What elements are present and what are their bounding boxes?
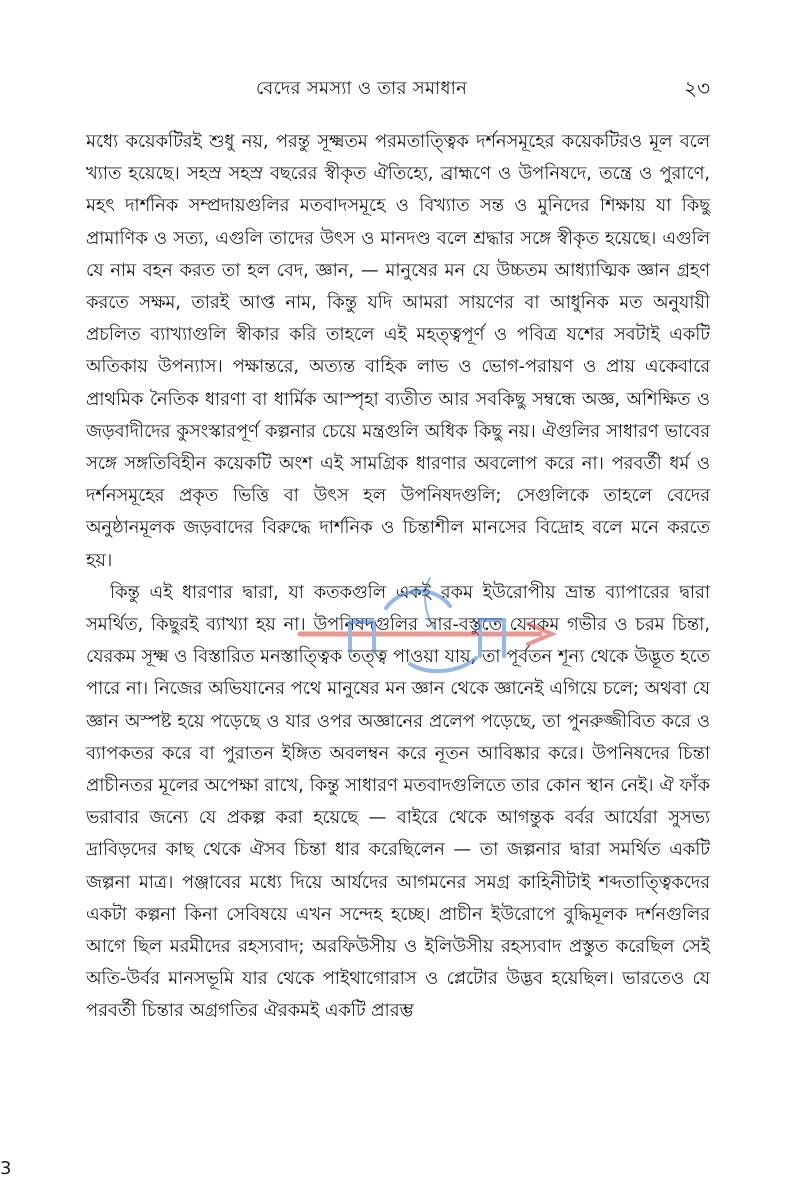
- running-title: বেদের সমস্যা ও তার সমাধান: [256, 78, 468, 99]
- page-number: ২৩: [683, 76, 710, 100]
- paragraph-1: মধ্যে কয়েকটিরই শুধু নয়, পরন্তু সূক্ষ্মতম পরমতাত্ত্বিক দর্শনসমূহের কয়েকটিরও মূল বলে খ্যাত হয়েছে। সহস্র সহস্র বছরের স্বীকৃত ঐতিহ্যে, ব্রাহ্মণে ও উপনিষদে, তন্ত্রে ও পুরাণে, মহৎ দার্শনিক সম্প্রদায়গুলির মতবাদসমূহে ও বিখ্যাত সন্ত ও মুনিদের শিক্ষায় যা কিছু প্রামাণিক ও সত্য, এগুলি তাদের উৎস ও মানদণ্ড বলে শ্রদ্ধার সঙ্গে স্বীকৃত হয়েছে। এগুলি যে নাম বহন করত তা হল বেদ, জ্ঞান, — মানুষের মন যে উচ্চতম আধ্যাত্মিক জ্ঞান গ্রহণ করতে সক্ষম, তারই আপ্ত নাম, কিন্তু যদি আমরা সায়ণের বা আধুনিক মত অনুযায়ী প্রচলিত ব্যাখ্যাগুলি স্বীকার করি তাহলে এই মহত্ত্বপূর্ণ ও পবিত্র যশের সবটাই একটি অতিকায় উপন্যাস। পক্ষান্তরে, অত্যন্ত বাহিক লাভ ও ভোগ-পরায়ণ ও প্রায় একেবারে প্রাথমিক নৈতিক ধারণা বা ধার্মিক আস্পৃহা ব্যতীত আর সবকিছু সম্বন্ধে অজ্ঞ, অশিক্ষিত ও জড়বাদীদের কুসংস্কারপূর্ণ কল্পনার চেয়ে মন্ত্রগুলি অধিক কিছু নয়। ঐগুলির সাধারণ ভাবের সঙ্গে সঙ্গতিবিহীন কয়েকটি অংশ এই সামগ্রিক ধারণার অবলোপ করে না। পরবর্তী ধর্ম ও দর্শনসমূহের প্রকৃত ভিত্তি বা উৎস হল উপনিষদগুলি; সেগুলিকে তাহলে বেদের অনুষ্ঠানমূলক জড়বাদের বিরুদ্ধে দার্শনিক ও চিন্তাশীল মানসের বিদ্রোহ বলে মনে করতে হয়।: [86, 131, 710, 571]
- footer-mark: 3: [0, 1158, 12, 1179]
- paragraph-2: কিন্তু এই ধারণার দ্বারা, যা কতকগুলি একই রকম ইউরোপীয় ভ্রান্ত ব্যাপারের দ্বারা সমর্থিত, কিছুরই ব্যাখ্যা হয় না। উপনিষদগুলির সার-বস্তুতে যেরকম গভীর ও চরম চিন্তা, যেরকম সূক্ষ্ম ও বিস্তারিত মনস্তাত্ত্বিক তত্ত্ব পাওয়া যায়, তা পূর্বতন শূন্য থেকে উদ্ভূত হতে পারে না। নিজের অভিযানের পথে মানুষের মন জ্ঞান থেকে জ্ঞানেই এগিয়ে চলে; অথবা যে জ্ঞান অস্পষ্ট হয়ে পড়েছে ও যার ওপর অজ্ঞানের প্রলেপ পড়েছে, তা পুনরুজ্জীবিত করে ও ব্যাপকতর করে বা পুরাতন ইঙ্গিত অবলম্বন করে নূতন আবিষ্কার করে। উপনিষদের চিন্তা প্রাচীনতর মূলের অপেক্ষা রাখে, কিন্তু সাধারণ মতবাদগুলিতে তার কোন স্থান নেই। ঐ ফাঁক ভরাবার জন্যে যে প্রকল্প করা হয়েছে — বাইরে থেকে আগন্তুক বর্বর আর্যেরা সুসভ্য দ্রাবিড়দের কাছ থেকে ঐসব চিন্তা ধার করেছিলেন — তা জল্পনার দ্বারা সমর্থিত একটি জল্পনা মাত্র। পঞ্জাবের মধ্যে দিয়ে আর্যদের আগমনের সমগ্র কাহিনীটাই শব্দতাত্ত্বিকদের একটা কল্পনা কিনা সেবিষয়ে এখন সন্দেহ হচ্ছে। প্রাচীন ইউরোপে বুদ্ধিমূলক দর্শনগুলির আগে ছিল মরমীদের রহস্যবাদ; অরফিউসীয় ও ইলিউসীয় রহস্যবাদ প্রস্তুত করেছিল সেই অতি-উর্বর মানসভূমি যার থেকে পাইথাগোরাস ও প্লেটোর উদ্ভব হয়েছিল। ভারতেও যে পরবর্তী চিন্তার অগ্রগতির ঐরকমই একটি প্রারম্ভ: [86, 581, 710, 1022]
- page-header: [86, 70, 710, 104]
- body-text: [86, 126, 710, 1028]
